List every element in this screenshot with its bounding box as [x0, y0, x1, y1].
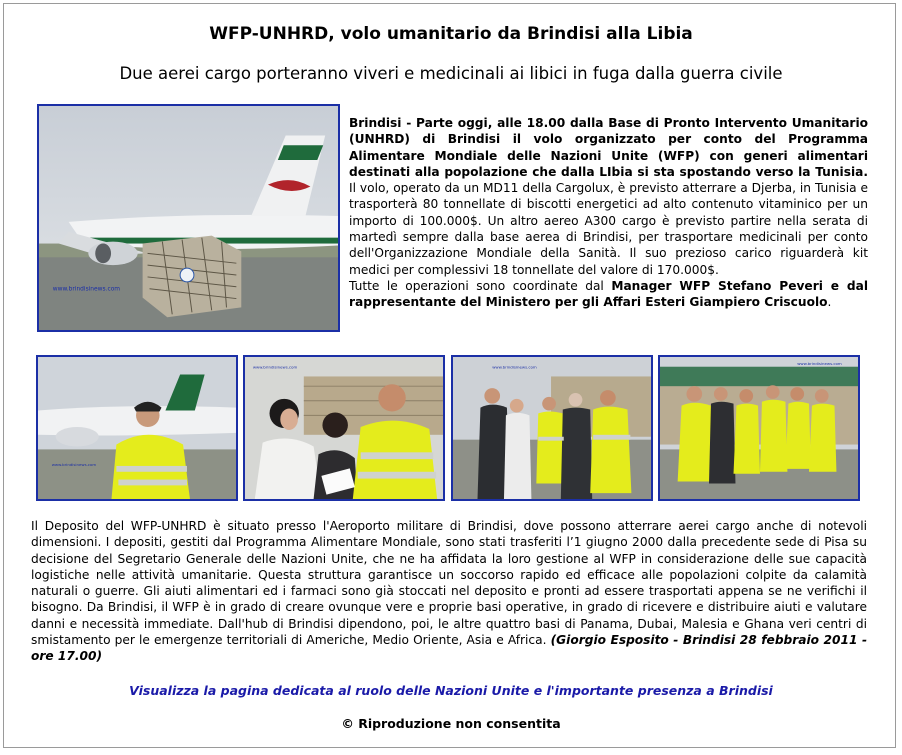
article-byline: (Giorgio Esposito - Brindisi 28 febbraio 2011 - ore 17.00)	[31, 633, 868, 664]
intro-coordinators: Manager WFP Stefano Peveri e dal rappresentante del Ministero per gli Affari Esteri Giampiero Criscuolo	[349, 278, 868, 310]
thumbnail-photo-1[interactable]	[36, 355, 238, 501]
intro-paragraph-2	[349, 278, 868, 311]
thumbnail-photo-3[interactable]	[451, 355, 653, 501]
united-nations-page-link[interactable]: Visualizza la pagina dedicata al ruolo delle Nazioni Unite e l'importante presenza a Brindisi	[129, 683, 773, 698]
thumb-2-watermark: www.brindisinews.com	[252, 364, 298, 370]
article-intro	[349, 115, 868, 311]
thumbnail-photo-4[interactable]	[658, 355, 860, 501]
article-subtitle: Due aerei cargo porteranno viveri e medicinali ai libici in fuga dalla guerra civile	[119, 64, 783, 83]
thumb-1-watermark: www.brindisinews.com	[51, 461, 97, 467]
thumb-3-watermark: www.brindisinews.com	[492, 364, 537, 370]
thumb-4-watermark: www.brindisinews.com	[797, 360, 842, 366]
main-photo-watermark: www.brindisinews.com	[52, 286, 121, 293]
article-body	[31, 518, 867, 665]
body-paragraph: Il Deposito del WFP-UNHRD è situato presso l'Aeroporto militare di Brindisi, dove possono atterrare aerei cargo anche di notevoli dimensioni. I depositi, gestiti dal Programma Alimentare Mondiale, sono stati trasferiti l’1 giugno 2000 dalla precedente sede di Pisa su decisione del Segretario Generale delle Nazioni Unite, che ne ha affidata la loro gestione al WFP in considerazione delle sue capacità logistiche nelle attività umanitarie. Questa struttura garantisce un soccorso rapido ed efficace alle popolazioni colpite da calamità naturali o guerre. Gli aiuti alimentari ed i farmaci sono già stoccati nel deposito e pronti ad essere trasportati appena se ne verifichi il bisogno. Da Brindisi, il WFP è in grado di creare ovunque vere e proprie basi operative, in grado di ricevere e distribuire aiuti e valutare danni e necessità immediate. Dall'hub di Brindisi dipendono, poi, le altre quattro basi di Panama, Dubai, Malesia e Ghana veri centri di smistamento per le emergenze territoriali di Americhe, Medio Oriente, Asia e Africa.	[31, 519, 867, 648]
article-title: WFP-UNHRD, volo umanitario da Brindisi alla Libia	[209, 24, 693, 44]
intro-coordination: Tutte le operazioni sono coordinate dal	[349, 278, 612, 293]
copyright-notice: © Riproduzione non consentita	[341, 716, 561, 731]
intro-end: .	[827, 295, 832, 310]
thumbnail-photo-2[interactable]	[243, 355, 445, 501]
intro-paragraph-1	[349, 115, 868, 278]
intro-details: Il volo, operato da un MD11 della Cargolux, è previsto atterrare a Djerba, in Tunisia e trasporterà 80 tonnellate di biscotti energetici ad alto contenuto vitaminico per un importo di 100.000$. Un altro aereo A300 cargo è previsto partire nella serata di martedì sempre dalla base aerea di Brindisi, per trasportare medicinali per conto dell'Organizzazione Mondiale della Sanità. Il suo prezioso carico riguarderà kit medici per complessivi 18 tonnellate del valore di 170.000$.	[349, 181, 868, 277]
main-photo-cargo-plane[interactable]	[37, 104, 340, 332]
intro-lead: Brindisi - Parte oggi, alle 18.00 dalla Base di Pronto Intervento Umanitario (UNHRD) di Brindisi il volo organizzato per conto del Programma Alimentare Mondiale delle Nazioni Unite (WFP) con generi alimentari destinati alla popolazione che dalla LIbia si sta spostando verso la Tunisia.	[349, 116, 868, 179]
